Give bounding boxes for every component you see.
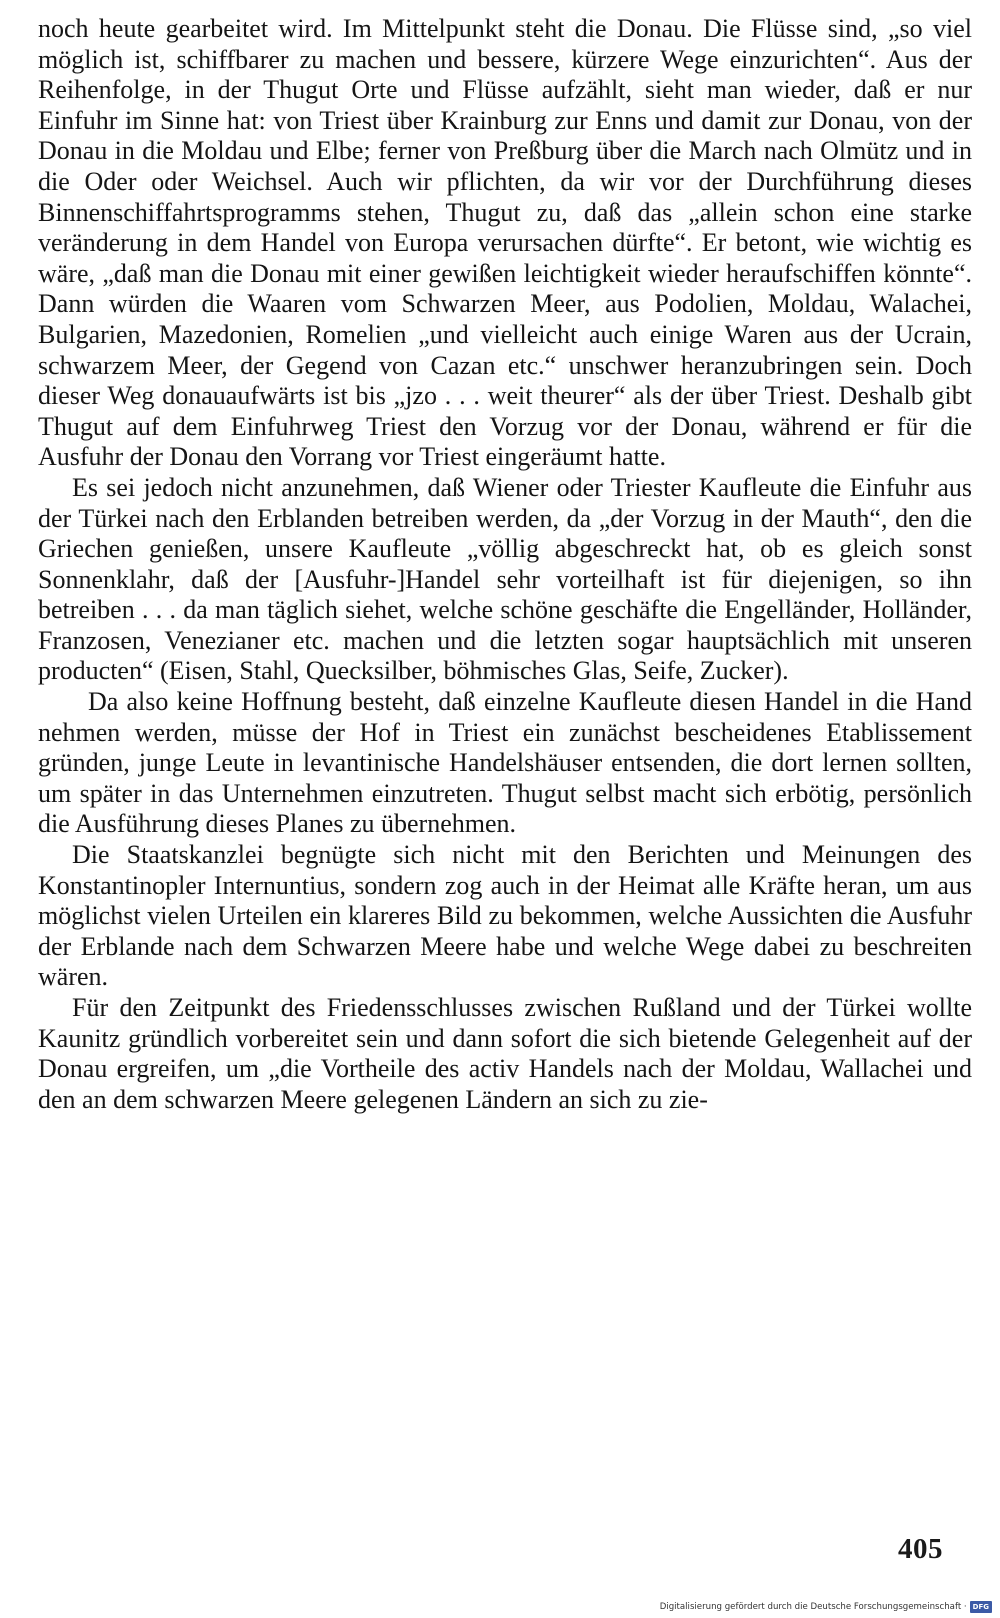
dfg-logo-icon: DFG: [970, 1601, 992, 1613]
digitization-footer: [660, 1600, 992, 1614]
page-number: 405: [898, 1533, 943, 1565]
paragraph-4: Die Staatskanzlei begnügte sich nicht mit den Berichten und Meinungen des Konstantinopler Internuntius, sondern zog auch in der Heimat alle Kräfte heran, um aus möglichst vielen Urteilen ein klareres Bild zu bekommen, welche Aussichten die Ausfuhr der Erblande nach dem Schwarzen Meere habe und welche Wege dabei zu beschreiten wären.: [38, 840, 972, 992]
paragraph-2: Es sei jedoch nicht anzunehmen, daß Wiener oder Triester Kaufleute die Einfuhr aus der Türkei nach den Erblanden betreiben werden, da „der Vorzug in der Mauth“, den die Griechen genießen, unsere Kaufleute „völlig abgeschreckt hat, ob es gleich sonst Sonnenklahr, daß der [Ausfuhr-]Handel sehr vorteilhaft ist für diejenigen, so ihn betreiben . . . da man täglich siehet, welche schöne geschäfte die Engelländer, Holländer, Franzosen, Venezianer etc. machen und die letzten sogar hauptsächlich mit unseren producten“ (Eisen, Stahl, Quecksilber, böhmisches Glas, Seife, Zucker).: [38, 472, 972, 686]
paragraph-5: Für den Zeitpunkt des Friedensschlusses zwischen Rußland und der Türkei wollte Kaunitz gründlich vorbereitet sein und dann sofort die sich bietende Gelegenheit auf der Donau ergreifen, um „die Vortheile des activ Handels nach der Moldau, Wallachei und den an dem schwarzen Meere gelegenen Ländern an sich zu zie-: [38, 993, 972, 1114]
paragraph-1: noch heute gearbeitet wird. Im Mittelpunkt steht die Donau. Die Flüsse sind, „so viel möglich ist, schiffbarer zu machen und bessere, kürzere Wege einzurichten“. Aus der Reihenfolge, in der Thugut Orte und Flüsse aufzählt, sieht man wieder, daß er nur Einfuhr im Sinne hat: von Triest über Krainburg zur Enns und damit zur Donau, von der Donau in die Moldau und Elbe; ferner von Preßburg über die March nach Olmütz und in die Oder oder Weichsel. Auch wir pflichten, da wir vor der Durchführung dieses Binnenschiffahrtsprogramms stehen, Thugut zu, daß das „allein schon eine starke veränderung in dem Handel von Europa verursachen dürfte“. Er betont, wie wichtig es wäre, „daß man die Donau mit einer gewißen leichtigkeit wieder heraufschiffen könnte“. Dann würden die Waaren vom Schwarzen Meer, aus Podolien, Moldau, Walachei, Bulgarien, Mazedonien, Romelien „und vielleicht auch einige Waren aus der Ucrain, schwarzem Meer, der Gegend von Cazan etc.“ unschwer heranzubringen sein. Doch dieser Weg donauaufwärts ist bis „jzo . . . weit theurer“ als der über Triest. Deshalb gibt Thugut auf dem Einfuhrweg Triest den Vorzug vor der Donau, während er für die Ausfuhr der Donau den Vorrang vor Triest eingeräumt hatte.: [38, 14, 972, 472]
footer-credit-text: Digitalisierung gefördert durch die Deutsche Forschungsgemeinschaft ·: [659, 1602, 967, 1612]
document-page: [38, 14, 972, 1115]
paragraph-3: Da also keine Hoffnung besteht, daß einzelne Kaufleute diesen Handel in die Hand nehmen werden, müsse der Hof in Triest ein zunächst bescheidenes Etablissement gründen, junge Leute in levantinische Handelshäuser entsenden, die dort lernen sollten, um später in das Unternehmen einzutreten. Thugut selbst macht sich erbötig, persönlich die Ausführung dieses Planes zu übernehmen.: [38, 687, 972, 839]
